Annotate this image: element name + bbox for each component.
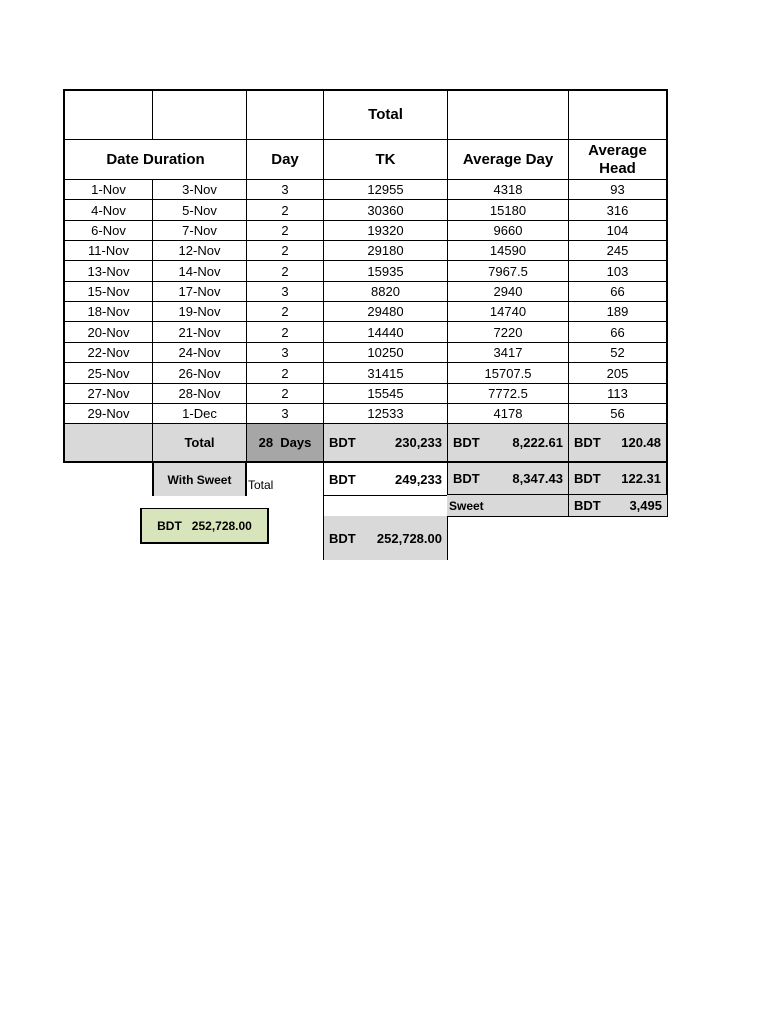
tk-cell: 12533 xyxy=(323,403,448,424)
date-from-cell: 20-Nov xyxy=(63,321,153,343)
sweet-label: Sweet xyxy=(447,495,569,517)
green-total-box xyxy=(140,508,269,544)
total-avg-day-value: 8,222.61 xyxy=(512,435,563,450)
day-cell: 2 xyxy=(246,199,324,221)
date-to-cell: 21-Nov xyxy=(152,321,247,343)
avg-head-cell: 316 xyxy=(568,199,668,221)
header-blank-cell xyxy=(152,89,247,140)
avg-head-cell: 52 xyxy=(568,342,668,363)
date-to-cell: 26-Nov xyxy=(152,362,247,384)
avg-day-cell: 7772.5 xyxy=(447,383,569,404)
day-cell: 2 xyxy=(246,301,324,322)
totals-blank-cell xyxy=(63,423,153,463)
avg-day-cell: 15707.5 xyxy=(447,362,569,384)
tk-cell: 31415 xyxy=(323,362,448,384)
avg-day-cell: 14740 xyxy=(447,301,569,322)
avg-day-cell: 15180 xyxy=(447,199,569,221)
tk-header: TK xyxy=(323,139,448,180)
date-to-cell: 19-Nov xyxy=(152,301,247,322)
day-cell: 3 xyxy=(246,342,324,363)
date-to-cell: 7-Nov xyxy=(152,220,247,241)
currency-label: BDT xyxy=(453,435,480,450)
header-blank-cell xyxy=(246,89,324,140)
average-head-header xyxy=(568,139,668,180)
with-sweet-tk xyxy=(323,462,448,496)
date-from-cell: 29-Nov xyxy=(63,403,153,424)
avg-day-cell: 7967.5 xyxy=(447,260,569,282)
grand-total-cell xyxy=(323,516,448,560)
currency-label: BDT xyxy=(453,471,480,486)
date-from-cell: 18-Nov xyxy=(63,301,153,322)
tk-cell: 15935 xyxy=(323,260,448,282)
avg-day-cell: 4178 xyxy=(447,403,569,424)
total-header: Total xyxy=(323,89,448,140)
currency-label: BDT xyxy=(329,435,356,450)
avg-day-cell: 14590 xyxy=(447,240,569,261)
date-from-cell: 6-Nov xyxy=(63,220,153,241)
tk-cell: 14440 xyxy=(323,321,448,343)
grand-total-value: 252,728.00 xyxy=(376,530,442,546)
day-cell: 2 xyxy=(246,362,324,384)
date-from-cell: 27-Nov xyxy=(63,383,153,404)
tk-cell: 15545 xyxy=(323,383,448,404)
avg-head-cell: 66 xyxy=(568,281,668,302)
tk-cell: 30360 xyxy=(323,199,448,221)
with-sweet-avg-head-value: 122.31 xyxy=(621,471,661,486)
date-to-cell: 14-Nov xyxy=(152,260,247,282)
total-tk-value: 230,233 xyxy=(395,435,442,450)
avg-head-cell: 113 xyxy=(568,383,668,404)
day-header: Day xyxy=(246,139,324,180)
date-from-cell: 22-Nov xyxy=(63,342,153,363)
date-from-cell: 25-Nov xyxy=(63,362,153,384)
date-to-cell: 24-Nov xyxy=(152,342,247,363)
tk-cell: 19320 xyxy=(323,220,448,241)
avg-head-cell: 245 xyxy=(568,240,668,261)
date-from-cell: 15-Nov xyxy=(63,281,153,302)
currency-label: BDT xyxy=(574,435,601,450)
day-cell: 3 xyxy=(246,179,324,200)
date-duration-header: Date Duration xyxy=(63,139,247,180)
total-days: 28 Days xyxy=(246,423,324,463)
tk-cell: 12955 xyxy=(323,179,448,200)
totals-label: Total xyxy=(152,423,247,463)
sweet-value: 3,495 xyxy=(629,498,662,513)
avg-head-cell: 205 xyxy=(568,362,668,384)
day-cell: 3 xyxy=(246,281,324,302)
with-sweet-avg-head xyxy=(568,462,668,496)
header-blank-cell xyxy=(568,89,668,140)
tk-cell: 10250 xyxy=(323,342,448,363)
with-sweet-label: With Sweet xyxy=(152,463,247,496)
avg-head-cell: 104 xyxy=(568,220,668,241)
average-head-line2: Head xyxy=(599,159,636,177)
tk-cell: 29480 xyxy=(323,301,448,322)
date-to-cell: 1-Dec xyxy=(152,403,247,424)
sweet-blank-cell xyxy=(323,495,448,517)
currency-label: BDT xyxy=(574,471,601,486)
avg-day-cell: 9660 xyxy=(447,220,569,241)
avg-day-cell: 4318 xyxy=(447,179,569,200)
day-cell: 2 xyxy=(246,260,324,282)
total-avg-day xyxy=(447,423,569,463)
date-to-cell: 5-Nov xyxy=(152,199,247,221)
date-to-cell: 3-Nov xyxy=(152,179,247,200)
average-day-header: Average Day xyxy=(447,139,569,180)
day-cell: 2 xyxy=(246,220,324,241)
header-blank-cell xyxy=(447,89,569,140)
total-avg-head xyxy=(568,423,668,463)
with-sweet-avg-day-value: 8,347.43 xyxy=(512,471,563,486)
date-to-cell: 12-Nov xyxy=(152,240,247,261)
with-sweet-tk-value: 249,233 xyxy=(395,471,442,487)
tk-cell: 29180 xyxy=(323,240,448,261)
currency-label: BDT xyxy=(329,530,356,546)
avg-head-cell: 56 xyxy=(568,403,668,424)
date-to-cell: 17-Nov xyxy=(152,281,247,302)
average-head-line1: Average xyxy=(588,141,647,159)
currency-label: BDT xyxy=(329,471,356,487)
date-to-cell: 28-Nov xyxy=(152,383,247,404)
day-cell: 2 xyxy=(246,240,324,261)
date-from-cell: 1-Nov xyxy=(63,179,153,200)
total-tk xyxy=(323,423,448,463)
avg-day-cell: 2940 xyxy=(447,281,569,302)
with-sweet-total-note: Total xyxy=(248,478,274,492)
currency-label: BDT xyxy=(157,518,182,533)
date-from-cell: 4-Nov xyxy=(63,199,153,221)
avg-day-cell: 3417 xyxy=(447,342,569,363)
day-cell: 3 xyxy=(246,403,324,424)
currency-label: BDT xyxy=(574,498,601,513)
sweet-value-cell xyxy=(568,495,668,517)
avg-head-cell: 93 xyxy=(568,179,668,200)
avg-head-cell: 66 xyxy=(568,321,668,343)
date-from-cell: 13-Nov xyxy=(63,260,153,282)
tk-cell: 8820 xyxy=(323,281,448,302)
day-cell: 2 xyxy=(246,383,324,404)
header-blank-cell xyxy=(63,89,153,140)
avg-head-cell: 103 xyxy=(568,260,668,282)
date-from-cell: 11-Nov xyxy=(63,240,153,261)
green-total-value: 252,728.00 xyxy=(191,518,252,533)
avg-head-cell: 189 xyxy=(568,301,668,322)
total-avg-head-value: 120.48 xyxy=(621,435,661,450)
day-cell: 2 xyxy=(246,321,324,343)
with-sweet-avg-day xyxy=(447,462,569,496)
avg-day-cell: 7220 xyxy=(447,321,569,343)
